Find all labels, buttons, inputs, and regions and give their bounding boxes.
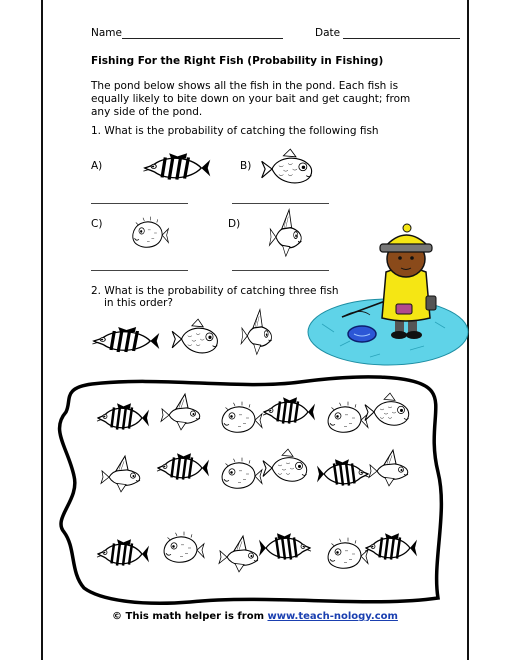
pond-angel-fish (152, 392, 208, 436)
pond-striped-fish (92, 534, 148, 578)
pond-striped-fish (152, 448, 208, 492)
answer-line-b[interactable] (232, 203, 329, 204)
answer-line-c[interactable] (91, 270, 188, 271)
sequence-fish-3 (234, 307, 278, 361)
worksheet-title: Fishing For the Right Fish (Probability in Fishing) (91, 55, 384, 67)
pond-angel-fish (92, 454, 148, 498)
option-b-label: B) (240, 160, 252, 172)
option-b-fish (256, 148, 320, 194)
name-field[interactable] (122, 38, 283, 39)
sequence-fish-2 (167, 318, 225, 364)
date-label: Date (315, 27, 341, 39)
answer-line-a[interactable] (91, 203, 188, 204)
pond-striped-fish (258, 528, 314, 572)
question-1-text: 1. What is the probability of catching the following fish (91, 125, 379, 137)
question-2-line2: in this order? (104, 297, 173, 309)
sequence-fish-1 (86, 322, 158, 364)
option-c-fish (122, 213, 172, 257)
ice-hole (348, 326, 376, 342)
date-field[interactable] (343, 38, 460, 39)
pond-angel-fish (360, 448, 416, 492)
pond-round-fish (360, 392, 416, 436)
option-a-fish (137, 148, 209, 192)
pond-striped-fish (360, 528, 416, 572)
option-d-label: D) (228, 218, 241, 230)
footer-text: © This math helper is from (112, 611, 268, 622)
footer-link[interactable]: www.teach-nology.com (267, 611, 398, 622)
option-a-label: A) (91, 160, 103, 172)
name-label: Name (91, 27, 122, 39)
footer-credit (0, 611, 510, 622)
option-c-label: C) (91, 218, 103, 230)
pond-puffer-fish (152, 528, 208, 572)
intro-paragraph: The pond below shows all the fish in the pond. Each fish is equally likely to bite down on your bait and get caught; from any side of the pond. (91, 80, 411, 118)
pond-striped-fish (258, 392, 314, 436)
pond-striped-fish (92, 398, 148, 442)
fisherman-illustration (300, 222, 465, 372)
question-2-line1: 2. What is the probability of catching three fish (91, 285, 339, 297)
pond-round-fish (258, 448, 314, 492)
